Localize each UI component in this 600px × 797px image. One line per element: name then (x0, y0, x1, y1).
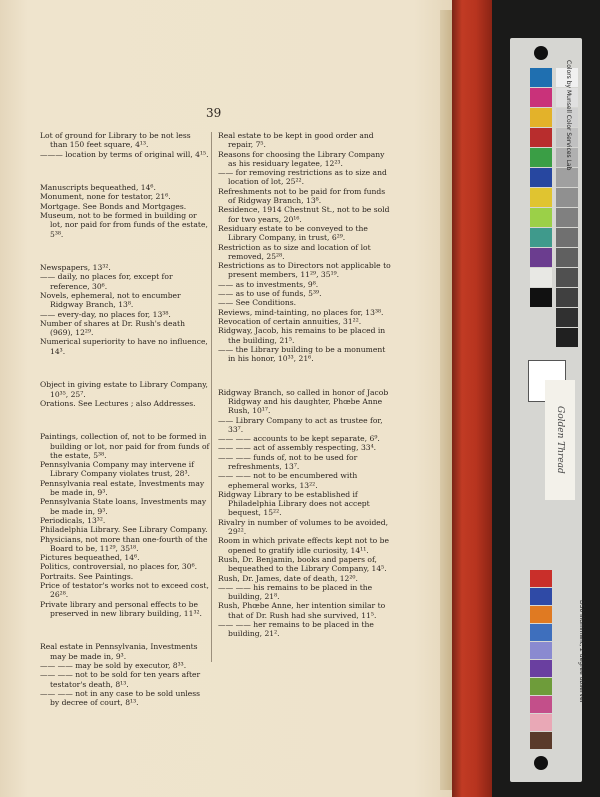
index-entry: —— —— not to be sold for ten years after testator's death, 8¹³. (40, 670, 201, 689)
index-entry: Ridgway, Jacob, his remains to be placed in the building, 21⁵. (218, 326, 386, 345)
grey-patch (556, 308, 578, 327)
index-entry: —— daily, no places for, except for reference, 30⁶. (40, 272, 173, 291)
index-entry: Number of shares at Dr. Rush's death (969), 12²⁹. (40, 318, 186, 338)
index-entry: —— as to use of funds, 5³⁹. (218, 289, 322, 299)
color-swatch (530, 714, 552, 731)
color-swatch (530, 168, 552, 187)
index-entry: —— —— accounts to be kept separate, 6⁹. (218, 434, 380, 444)
index-entry: Ridgway Library to be established if Philadelphia Library does not accept bequest, 15²². (218, 489, 370, 518)
index-entry: —— Library Company to act as trustee for, 33⁷. (218, 415, 383, 434)
column-divider (211, 132, 212, 662)
index-entry: Real estate in Pennsylvania, Investments may be made in, 9³. (40, 642, 198, 661)
index-entry: —— —— may be sold by executor, 8³³. (40, 661, 187, 670)
index-entry: —— —— his remains to be placed in the building, 21⁸. (218, 582, 373, 602)
grey-patch (556, 268, 578, 287)
index-entry: —— —— act of assembly respecting, 33⁴. (218, 443, 377, 453)
golden-thread-label: Golden Thread (545, 380, 575, 500)
color-swatch (530, 68, 552, 87)
color-swatch (530, 678, 552, 695)
book-binding (452, 0, 492, 797)
index-entry: Price of testator's works not to exceed cost, 26²⁸. (40, 581, 209, 600)
index-entry: Orations. See Lectures ; also Addresses. (40, 398, 196, 408)
index-entry: —— —— funds of, not to be used for refreshments, 13⁷. (218, 452, 358, 471)
color-swatch (530, 624, 552, 641)
color-swatch (530, 108, 552, 127)
index-entry: Manuscripts bequeathed, 14⁶. (40, 183, 156, 193)
index-entry: —— every-day, no places for, 13³⁸. (40, 309, 171, 319)
index-entry: Pictures bequeathed, 14⁶. (40, 553, 140, 563)
grey-patch (556, 328, 578, 347)
grey-patch (556, 168, 578, 187)
index-entry: Refreshments not to be paid for from funds of Ridgway Branch, 13⁸. (218, 186, 386, 206)
index-entry: Rush, Dr. James, date of death, 12²⁰. (218, 573, 358, 583)
index-entry: Paintings, collection of, not to be formed in building or lot, nor paid for from funds of the estate, 5³⁸. (40, 432, 210, 460)
color-swatch (530, 208, 552, 227)
entry-gap (218, 371, 392, 380)
color-swatch (530, 696, 552, 713)
index-entry: Pennsylvania Company may intervene if Library Company violates trust, 28³. (40, 460, 195, 479)
index-entry: Private library and personal effects to be preserved in new library building, 11³². (40, 599, 202, 618)
color-swatch (530, 268, 552, 287)
index-entry: Restrictions as to Directors not applicable to present members, 11²⁹, 35¹⁹. (218, 261, 391, 280)
index-entry: —— See Conditions. (218, 298, 297, 308)
index-entry: Residuary estate to be conveyed to the Library Company, in trust, 6²⁹. (218, 223, 368, 243)
color-swatch (530, 732, 552, 749)
index-entry: Real estate to be kept in good order and repair, 7⁵. (218, 131, 374, 150)
index-entry: Pennsylvania real estate, Investments may be made in, 9³. (40, 478, 205, 498)
index-entry: —— —— not in any case to be sold unless by decree of court, 8¹³. (40, 688, 201, 708)
index-entry: Room in which private effects kept not to be opened to gratify idle curiosity, 14¹¹. (218, 536, 390, 555)
index-entry: Reasons for choosing the Library Company as his residuary legatee, 12²³. (218, 149, 385, 168)
color-swatch (530, 288, 552, 307)
index-entry: Periodicals, 13³². (40, 515, 106, 525)
grey-patch (556, 248, 578, 267)
entry-gap (40, 626, 210, 635)
index-entry: Mortgage. See Bonds and Mortgages. (40, 201, 187, 211)
index-entry: Revocation of certain annuities, 31²². (218, 316, 362, 326)
entry-gap (40, 166, 210, 175)
index-entry: —— —— her remains to be placed in the building, 21². (218, 620, 374, 639)
index-entry: Rivalry in number of volumes to be avoided, 29²². (218, 517, 389, 537)
page-edge (440, 10, 452, 790)
grey-patch (556, 208, 578, 227)
entry-gap (218, 646, 392, 655)
index-entry: Rush, Phœbe Anne, her intention similar to that of Dr. Rush had she survived, 11⁵. (218, 601, 386, 620)
strip-label: Colors by Munsell Color Services Lab (565, 60, 572, 171)
index-entry: Politics, controversial, no places for, 30⁶. (40, 562, 198, 572)
color-swatch (530, 606, 552, 623)
grey-patch (556, 188, 578, 207)
index-entry: Numerical superiority to have no influence, 14³. (40, 337, 208, 356)
index-entry: Rush, Dr. Benjamin, books and papers of, bequeathed to the Library Company, 14⁵. (218, 554, 387, 574)
index-entry: Portraits. See Paintings. (40, 571, 134, 581)
index-entry: Ridgway Branch, so called in honor of Jacob Ridgway and his daughter, Phœbe Anne Rush, 10¹⁷. (218, 387, 389, 416)
entry-gap (40, 246, 210, 255)
color-swatch (530, 148, 552, 167)
index-entry: Reviews, mind-tainting, no places for, 13³⁸. (218, 307, 384, 317)
color-swatch (530, 248, 552, 267)
color-swatch (530, 88, 552, 107)
index-entry: —— the Library building to be a monument in his honor, 10³³, 21⁶. (218, 344, 386, 364)
index-entry: —— as to investments, 9⁸. (218, 279, 319, 289)
page-number: 39 (206, 106, 222, 120)
index-column-left (40, 131, 210, 707)
index-entry: Pennsylvania State loans, Investments may be made in, 9³. (40, 497, 207, 516)
entry-gap (40, 364, 210, 373)
index-entry: Novels, ephemeral, not to encumber Ridgway Branch, 13⁸. (40, 290, 181, 310)
strip-hole-bottom (534, 756, 548, 770)
index-column-right (218, 131, 392, 663)
index-entry: Philadelphia Library. See Library Company. (40, 525, 208, 535)
index-entry: Physicians, not more than one-fourth of the Board to be, 11²⁹, 35¹⁸. (40, 534, 208, 553)
index-entry: Residence, 1914 Chestnut St., not to be sold for two years, 20¹⁶. (218, 205, 390, 224)
index-entry: Museum, not to be formed in building or lot, nor paid for from funds of the estate, 5³⁸. (40, 210, 208, 239)
index-entry: Object in giving estate to Library Company, 10³⁵, 25⁷. (40, 380, 208, 399)
color-swatch (530, 660, 552, 677)
index-entry: Monument, none for testator, 21⁶. (40, 192, 171, 202)
color-swatch (530, 588, 552, 605)
index-entry: ——— location by terms of original will, 4¹⁵. (40, 149, 209, 159)
index-entry: Newspapers, 13³². (40, 263, 111, 273)
index-entry: —— for removing restrictions as to size and location of lot, 25²². (218, 168, 387, 187)
index-entry: Lot of ground for Library to be not less than 150 feet square, 4¹³. (40, 131, 191, 150)
grey-patch (556, 228, 578, 247)
index-entry: Restriction as to size and location of lot removed, 25²⁸. (218, 242, 371, 261)
color-swatch (530, 188, 552, 207)
grey-patch (556, 288, 578, 307)
color-swatch (530, 570, 552, 587)
entry-gap (40, 416, 210, 425)
color-swatch (530, 128, 552, 147)
index-entry: —— —— not to be encumbered with ephemeral works, 13²². (218, 471, 358, 490)
color-swatch (530, 228, 552, 247)
strip-hole-top (534, 46, 548, 60)
strip-label-bottom: D50 Illuminant, 2 degree observer (578, 600, 585, 704)
color-swatch (530, 642, 552, 659)
